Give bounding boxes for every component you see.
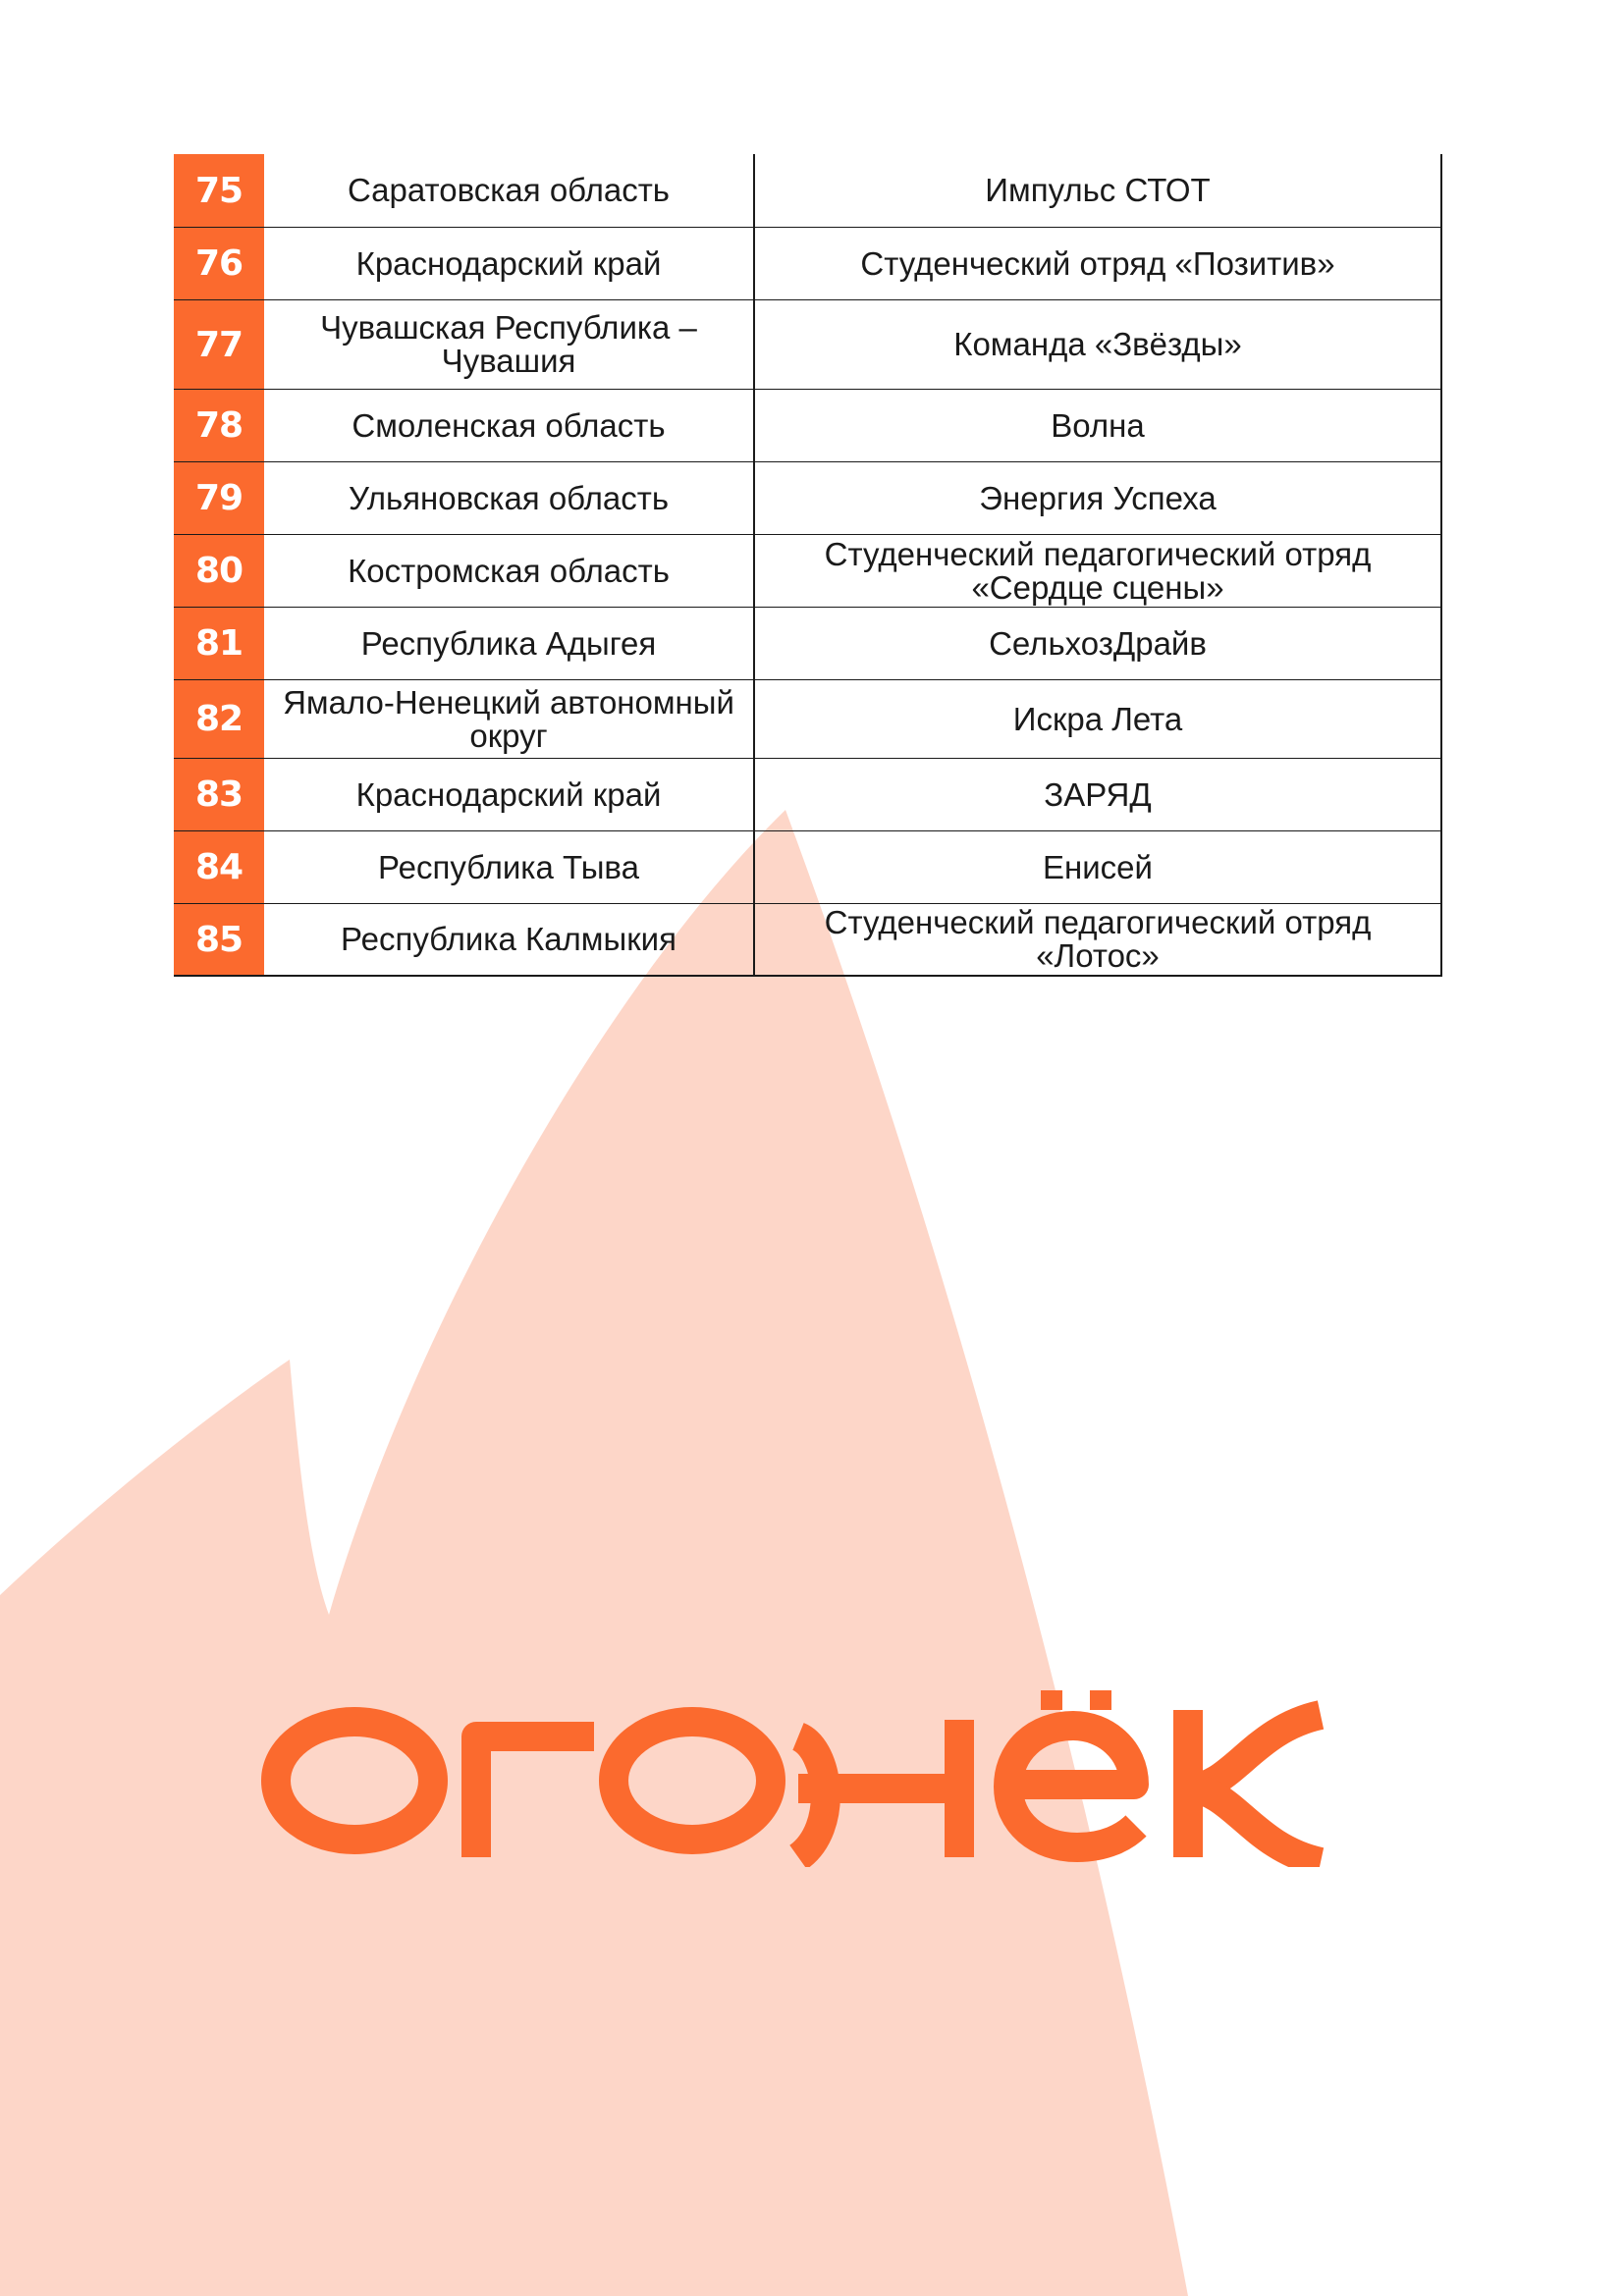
region-cell: Ульяновская область — [264, 462, 755, 534]
team-cell: Искра Лета — [755, 680, 1442, 758]
table-row — [174, 461, 1442, 534]
team-cell: ЗАРЯД — [755, 759, 1442, 830]
region-cell: Саратовская область — [264, 154, 755, 227]
row-number: 81 — [174, 608, 264, 679]
team-cell: Студенческий педагогический отряд «Сердце сцены» — [755, 535, 1442, 607]
region-cell: Смоленская область — [264, 390, 755, 461]
team-cell: Импульс СТОТ — [755, 154, 1442, 227]
table-row — [174, 154, 1442, 227]
region-cell: Ямало-Ненецкий автономный округ — [264, 680, 755, 758]
region-cell: Республика Тыва — [264, 831, 755, 903]
row-number: 84 — [174, 831, 264, 903]
team-cell: СельхозДрайв — [755, 608, 1442, 679]
table-row — [174, 830, 1442, 903]
region-cell: Краснодарский край — [264, 759, 755, 830]
team-cell: Волна — [755, 390, 1442, 461]
row-number: 78 — [174, 390, 264, 461]
row-number: 75 — [174, 154, 264, 227]
team-cell: Студенческий отряд «Позитив» — [755, 228, 1442, 299]
table-row — [174, 227, 1442, 299]
team-cell: Энергия Успеха — [755, 462, 1442, 534]
team-cell: Студенческий педагогический отряд «Лотос» — [755, 904, 1442, 975]
row-number: 82 — [174, 680, 264, 758]
table-row — [174, 903, 1442, 975]
team-cell: Команда «Звёзды» — [755, 300, 1442, 389]
team-cell: Енисей — [755, 831, 1442, 903]
row-number: 85 — [174, 904, 264, 975]
row-number: 77 — [174, 300, 264, 389]
teams-table — [174, 154, 1442, 977]
region-cell: Чувашская Республика – Чувашия — [264, 300, 755, 389]
row-number: 76 — [174, 228, 264, 299]
table-row — [174, 534, 1442, 607]
ogonek-logo — [260, 1690, 1340, 1867]
region-cell: Костромская область — [264, 535, 755, 607]
row-number: 83 — [174, 759, 264, 830]
table-row — [174, 679, 1442, 758]
region-cell: Республика Калмыкия — [264, 904, 755, 975]
row-number: 80 — [174, 535, 264, 607]
region-cell: Краснодарский край — [264, 228, 755, 299]
table-row — [174, 758, 1442, 830]
region-cell: Республика Адыгея — [264, 608, 755, 679]
table-row — [174, 389, 1442, 461]
row-number: 79 — [174, 462, 264, 534]
table-row — [174, 607, 1442, 679]
table-row — [174, 299, 1442, 389]
